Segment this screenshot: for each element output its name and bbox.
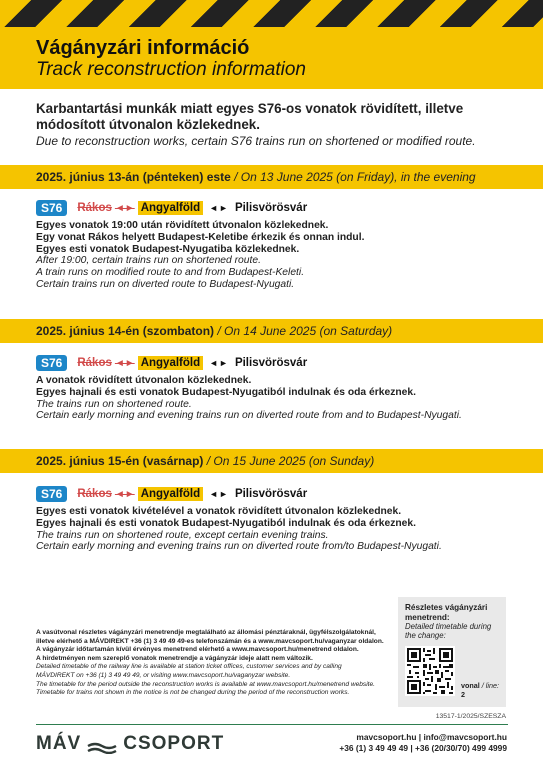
intro	[36, 101, 516, 149]
vonal-label: vonal	[461, 681, 480, 690]
contact-web-email[interactable]: mavcsoport.hu | info@mavcsoport.hu	[356, 732, 507, 742]
notice-line: Egyes esti vonatok Budapest-Nyugatiba közlekednek.	[36, 243, 300, 255]
notice-line-english: Certain trains run on diverted route to Budapest-Nyugati.	[36, 278, 295, 290]
section-date-hungarian: 2025. június 15-én (vasárnap)	[36, 454, 204, 468]
terminus-station: Angyalföld	[138, 487, 203, 501]
cancelled-double-arrow-icon: ◄►	[114, 488, 135, 500]
section-date-hungarian: 2025. június 13-án (pénteken) este	[36, 170, 231, 184]
notice-line: Egyes hajnali és esti vonatok Budapest-Nyugatiból indulnak és oda érkeznek.	[36, 517, 416, 529]
hazard-stripe-banner	[0, 0, 543, 27]
notice-line: Egyes hajnali és esti vonatok Budapest-Nyugatiból indulnak és oda érkeznek.	[36, 386, 416, 398]
footer-divider	[36, 724, 508, 725]
footnote-line: A vágányzár időtartamán kívül érvényes menetrend elérhető a www.mavcsoport.hu/menetrend oldalon.	[36, 646, 359, 654]
contact-info	[339, 732, 507, 754]
destination-station: Pilisvörösvár	[234, 357, 308, 369]
footnote-line: A hirdetményen nem szereplő vonatok menetrendje a vágányzár ideje alatt nem változik.	[36, 654, 313, 662]
terminus-station: Angyalföld	[138, 356, 203, 370]
footnote	[36, 629, 386, 698]
section-date-english: / On 15 June 2025 (on Sunday)	[206, 454, 375, 468]
section-date-english: / On 14 June 2025 (on Saturday)	[217, 324, 393, 338]
qr-box-subtitle: Detailed timetable during the change:	[405, 622, 492, 640]
cancelled-double-arrow-icon: ◄►	[114, 202, 135, 214]
notice-line: A vonatok rövidített útvonalon közlekednek.	[36, 375, 252, 386]
section-date-english: / On 13 June 2025 (on Friday), in the evening	[234, 170, 476, 184]
notice-line-english: Certain early morning and evening trains run on diverted route from/to Budapest-Nyugati.	[36, 541, 442, 553]
notice-line-english: After 19:00, certain trains run on shortened route.	[36, 255, 261, 267]
notice-line: Egy vonat Rákos helyett Budapest-Keletibe érkezik és onnan indul.	[36, 231, 365, 243]
contact-phone[interactable]: +36 (1) 3 49 49 49 | +36 (20/30/70) 499 4999	[339, 743, 507, 753]
line-badge: S76	[36, 355, 67, 371]
line-badge: S76	[36, 486, 67, 502]
qr-code-icon[interactable]	[405, 646, 455, 696]
section-text	[36, 506, 516, 553]
notice-line: Egyes vonatok 19:00 után rövidített útvonalon közlekednek.	[36, 220, 329, 231]
section-date-hungarian: 2025. június 14-én (szombaton)	[36, 324, 215, 338]
section-text	[36, 220, 516, 291]
double-arrow-icon: ◄►	[209, 489, 229, 499]
cancelled-station: Rákos	[77, 488, 112, 500]
cancelled-station: Rákos	[77, 357, 112, 369]
line-number: 2	[461, 689, 465, 699]
mav-logo-icon	[87, 738, 117, 750]
footnote-line-english: Timetable for trains not shown in the notice is not be changed during the period of the reconstruction works.	[36, 689, 350, 697]
page-title: Vágányzári információ	[36, 37, 250, 59]
page-header	[0, 27, 543, 89]
qr-box-title: Részletes vágányzári menetrend:	[405, 603, 488, 622]
destination-station: Pilisvörösvár	[234, 488, 308, 500]
notice-line-english: Certain early morning and evening trains run on diverted route from and to Budapest-Nyugati.	[36, 410, 462, 422]
footnote-line: A vasútvonal részletes vágányzári menetrendje megtalálható az állomási pénztáraknál, ügyfélszolgálatoknál,	[36, 629, 376, 636]
intro-english: Due to reconstruction works, certain S76 trains run on shortened or modified route.	[36, 134, 476, 148]
logo-text-left: MÁV	[36, 733, 82, 754]
section-date-band	[0, 165, 543, 189]
intro-hungarian: Karbantartási munkák miatt egyes S76-os vonatok rövidített, illetve módosított útvonalon közlekednek.	[36, 101, 464, 132]
section-date-band	[0, 319, 543, 343]
line-label: / line:	[481, 681, 499, 690]
document-number: 13517-1/2025/SZESZA	[435, 713, 506, 720]
mav-logo	[36, 733, 224, 755]
section-date-band	[0, 449, 543, 473]
route-line	[36, 200, 307, 216]
destination-station: Pilisvörösvár	[234, 202, 308, 214]
route-line	[36, 486, 307, 502]
notice-line-english: The trains run on shortened route.	[36, 398, 192, 410]
page-title-english: Track reconstruction information	[36, 59, 306, 80]
footnote-line-english: MÁVDIREKT on +36 (1) 3 49 49 49, or visiting www.mavcsoport.hu/vaganyzar website.	[36, 671, 291, 679]
notice-line-english: The trains run on shortened route, except certain evening trains.	[36, 529, 329, 541]
line-badge: S76	[36, 200, 67, 216]
footnote-line: illetve elérhető a MÁVDIREKT +36 (1) 3 49 49 49-es telefonszámán és a www.mavcsoport.hu/vaganyzar oldalon.	[36, 637, 384, 645]
terminus-station: Angyalföld	[138, 201, 203, 215]
cancelled-double-arrow-icon: ◄►	[114, 357, 135, 369]
footnote-line-english: The timetable for the period outside the reconstruction works is available at www.mavcsoport.hu/menetrend website.	[36, 680, 376, 688]
double-arrow-icon: ◄►	[209, 203, 229, 213]
route-line	[36, 355, 307, 371]
line-reference	[461, 682, 499, 699]
section-text	[36, 375, 516, 422]
cancelled-station: Rákos	[77, 202, 112, 214]
logo-text-right: CSOPORT	[123, 733, 225, 754]
notice-line: Egyes esti vonatok kivételével a vonatok rövidített útvonalon közlekednek.	[36, 506, 402, 517]
double-arrow-icon: ◄►	[209, 358, 229, 368]
footnote-line-english: Detailed timetable of the railway line is available at station ticket offices, customer services and by calling	[36, 663, 342, 671]
timetable-qr-box	[398, 597, 506, 707]
notice-line-english: A train runs on modified route to and from Budapest-Keleti.	[36, 267, 305, 279]
